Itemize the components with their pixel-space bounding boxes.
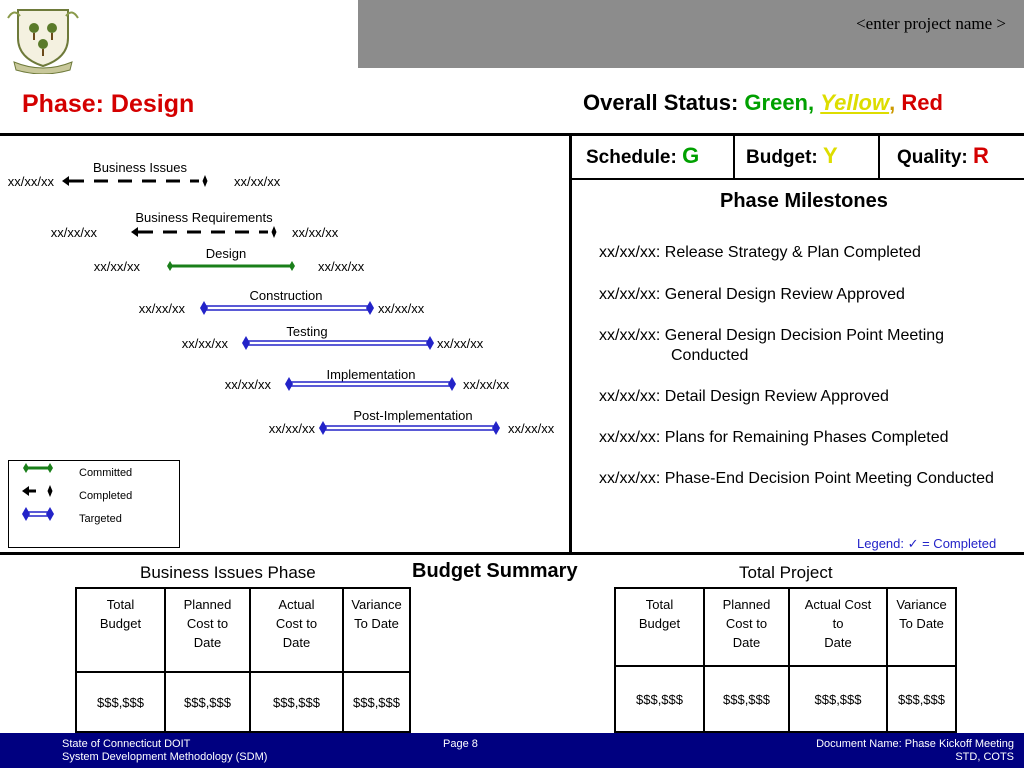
- overall-status-red: Red: [901, 90, 943, 115]
- legend-targeted-start-marker: [22, 507, 30, 521]
- legend-completed-marker: [48, 485, 53, 497]
- end-marker: [289, 261, 295, 271]
- value-variance: $$$,$$$: [343, 672, 410, 732]
- legend-committed-start-marker: [23, 463, 29, 473]
- milestone-item: xx/xx/xx: Phase-End Decision Point Meeting Conducted: [599, 470, 994, 487]
- budget-value: Y: [823, 143, 838, 168]
- phase-end-date: xx/xx/xx: [437, 336, 484, 351]
- header-total-budget: Total Budget: [76, 588, 165, 672]
- phase-budget-table: [75, 587, 411, 733]
- divider-top: [0, 133, 1024, 136]
- phase-end-date: xx/xx/xx: [508, 421, 555, 436]
- value-actual-cost: $$$,$$$: [789, 666, 887, 732]
- footer-doc-line-1: Document Name: Phase Kickoff Meeting: [816, 738, 1014, 750]
- table-header-row: [76, 588, 410, 672]
- footer-org-line-1: State of Connecticut DOIT: [62, 738, 191, 750]
- value-total-budget: $$$,$$$: [76, 672, 165, 732]
- milestone-item: xx/xx/xx: General Design Decision Point Meeting: [599, 327, 945, 344]
- milestone-item: xx/xx/xx: Plans for Remaining Phases Completed: [599, 429, 949, 446]
- phase-end-date: xx/xx/xx: [292, 225, 339, 240]
- status-cell-divider-1: [733, 135, 735, 179]
- overall-status-label: Overall Status:: [583, 90, 739, 115]
- footer-doc-line-2: STD, COTS: [955, 751, 1014, 763]
- header-total-budget: Total Budget: [615, 588, 704, 666]
- end-marker: [203, 175, 208, 187]
- budget-summary-title: Budget Summary: [412, 560, 578, 582]
- business-issues-phase-title: Business Issues Phase: [140, 563, 316, 582]
- phase-timeline: [0, 150, 568, 450]
- timeline-legend-symbols: [18, 462, 68, 532]
- header-banner: [358, 0, 1024, 68]
- legend-targeted-label: Targeted: [79, 513, 122, 525]
- phase-title: Phase: Design: [22, 90, 195, 118]
- phase-start-date: xx/xx/xx: [93, 259, 140, 274]
- end-marker: [272, 226, 277, 238]
- start-marker: [242, 336, 250, 350]
- phase-name: Testing: [286, 324, 328, 339]
- timeline-row: [139, 288, 425, 316]
- value-actual-cost: $$$,$$$: [250, 672, 343, 732]
- overall-status-green: Green,: [744, 90, 815, 115]
- phase-name: Business Issues: [93, 160, 187, 175]
- phase-start-date: xx/xx/xx: [268, 421, 315, 436]
- milestones-legend-note: Legend: ✓ = Completed: [857, 536, 997, 551]
- project-budget-table: [614, 587, 957, 733]
- value-planned-cost: $$$,$$$: [704, 666, 789, 732]
- end-marker: [366, 301, 374, 315]
- end-marker: [448, 377, 456, 391]
- timeline-row: [94, 246, 365, 274]
- start-marker: [200, 301, 208, 315]
- overall-status-yellow: Yellow: [820, 90, 890, 115]
- header-planned-cost: Planned Cost to Date: [165, 588, 250, 672]
- milestones-title: Phase Milestones: [720, 190, 888, 212]
- milestone-item: xx/xx/xx: General Design Review Approved: [599, 286, 905, 303]
- phase-name: Post-Implementation: [353, 408, 473, 423]
- header-planned-cost: Planned Cost to Date: [704, 588, 789, 666]
- start-marker: [167, 261, 173, 271]
- header-actual-cost: Actual Cost to Date: [789, 588, 887, 666]
- phase-name: Construction: [249, 288, 323, 303]
- project-name: <enter project name >: [856, 14, 1006, 33]
- total-project-title: Total Project: [739, 563, 833, 582]
- footer-org-line-2: System Development Methodology (SDM): [62, 751, 268, 763]
- schedule-status: [586, 143, 699, 169]
- legend-committed-end-marker: [47, 463, 53, 473]
- timeline-row: [182, 324, 484, 351]
- phase-start-date: xx/xx/xx: [138, 301, 185, 316]
- table-row: [615, 666, 956, 732]
- value-total-budget: $$$,$$$: [615, 666, 704, 732]
- value-variance: $$$,$$$: [887, 666, 956, 732]
- divider-status-row: [572, 178, 1024, 180]
- value-planned-cost: $$$,$$$: [165, 672, 250, 732]
- start-marker: [319, 421, 327, 435]
- quality-value: R: [973, 143, 989, 168]
- phase-name: Business Requirements: [135, 210, 273, 225]
- phase-start-date: xx/xx/xx: [7, 174, 54, 189]
- milestone-item-continuation: Conducted: [671, 347, 749, 364]
- quality-label: Quality:: [897, 147, 968, 168]
- header-variance: Variance To Date: [343, 588, 410, 672]
- phase-end-date: xx/xx/xx: [318, 259, 365, 274]
- footer-page-number: Page 8: [443, 738, 478, 750]
- schedule-label: Schedule:: [586, 147, 677, 168]
- table-row: [76, 672, 410, 732]
- status-cell-divider-2: [878, 135, 880, 179]
- divider-bottom: [0, 552, 1024, 555]
- footer: [0, 733, 1024, 768]
- timeline-row: [51, 210, 339, 240]
- timeline-row: [8, 160, 281, 189]
- phase-end-date: xx/xx/xx: [234, 174, 281, 189]
- budget-label: Budget:: [746, 147, 818, 168]
- phase-end-date: xx/xx/xx: [463, 377, 510, 392]
- quality-status: [897, 143, 989, 169]
- start-marker: [285, 377, 293, 391]
- phase-end-date: xx/xx/xx: [378, 301, 425, 316]
- phase-name: Implementation: [326, 367, 416, 382]
- header-variance: Variance To Date: [887, 588, 956, 666]
- legend-completed-label: Completed: [79, 490, 133, 502]
- milestone-item: xx/xx/xx: Detail Design Review Approved: [599, 388, 889, 405]
- milestone-item: xx/xx/xx: Release Strategy & Plan Completed: [599, 244, 921, 261]
- legend-targeted-end-marker: [46, 507, 54, 521]
- end-marker: [426, 336, 434, 350]
- divider-middle: [569, 135, 572, 555]
- phase-start-date: xx/xx/xx: [224, 377, 271, 392]
- table-header-row: [615, 588, 956, 666]
- timeline-row: [269, 408, 555, 436]
- end-marker: [492, 421, 500, 435]
- legend-committed-label: Committed: [79, 467, 133, 479]
- overall-status: [583, 90, 943, 116]
- state-seal-logo: [6, 4, 80, 74]
- phase-start-date: xx/xx/xx: [181, 336, 228, 351]
- phase-name: Design: [205, 246, 247, 261]
- schedule-value: G: [682, 143, 700, 168]
- budget-status: [746, 143, 838, 169]
- overall-status-comma: ,: [889, 90, 896, 115]
- phase-start-date: xx/xx/xx: [50, 225, 97, 240]
- header-actual-cost: Actual Cost to Date: [250, 588, 343, 672]
- timeline-row: [225, 367, 510, 392]
